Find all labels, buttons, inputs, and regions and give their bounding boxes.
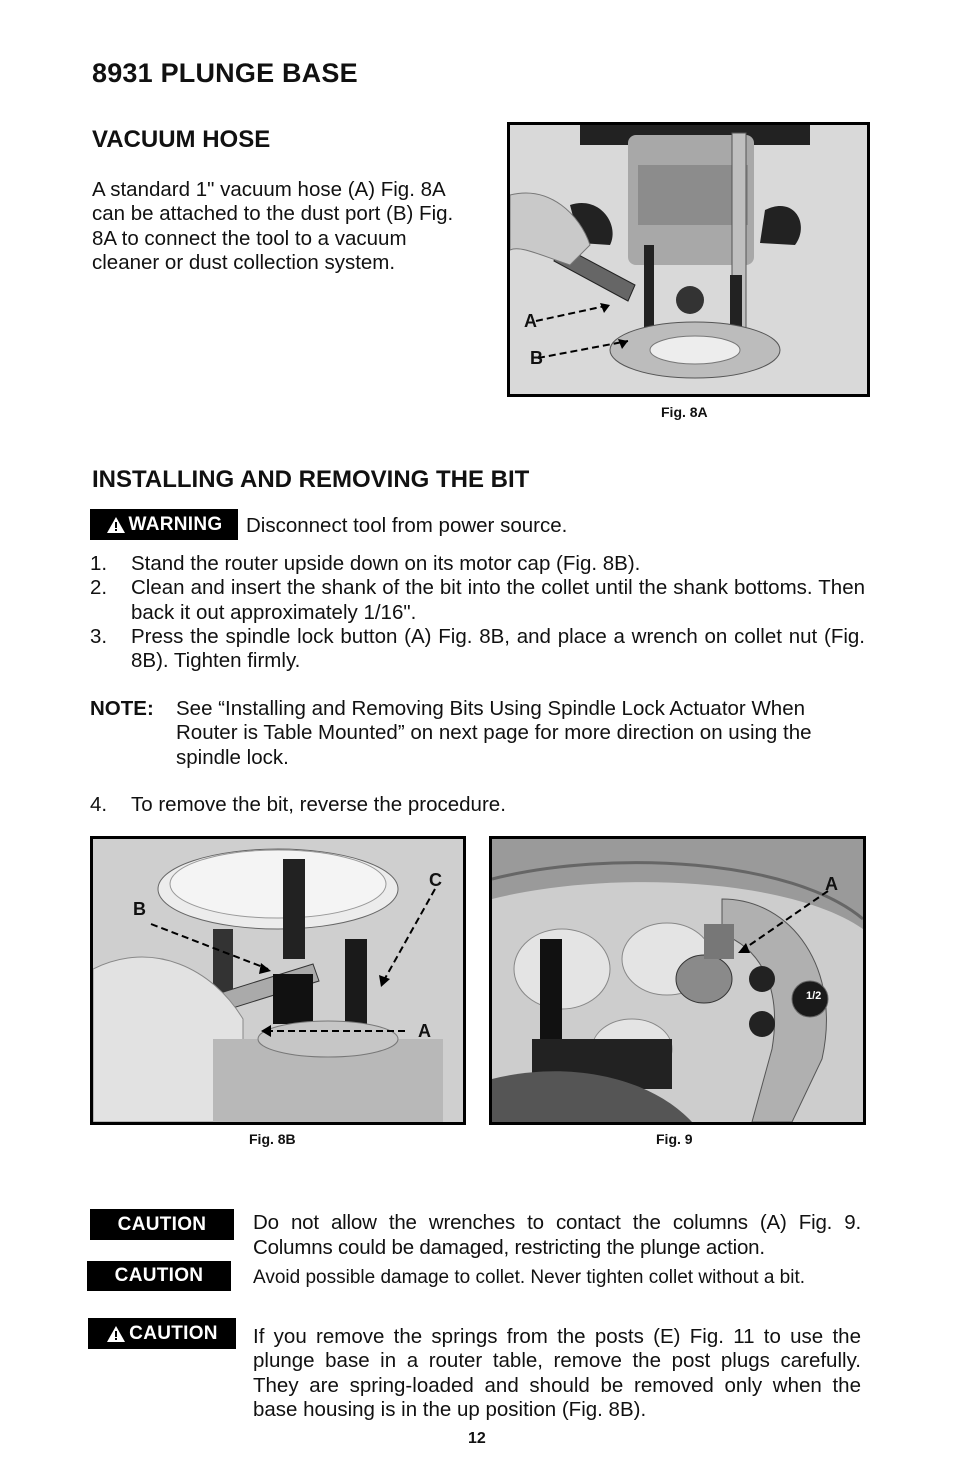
- remove-step-list: [90, 793, 865, 817]
- page-title: 8931 PLUNGE BASE: [92, 58, 358, 88]
- figure-9: [489, 836, 866, 1125]
- caution-label: CAUTION: [114, 1265, 204, 1286]
- caution-badge: [90, 1209, 234, 1240]
- list-item: [90, 625, 865, 674]
- fig8a-caption: Fig. 8A: [661, 404, 708, 420]
- note-label: NOTE:: [90, 697, 154, 720]
- warning-triangle-icon: [106, 516, 126, 534]
- figure-8b: [90, 836, 466, 1125]
- fig8a-label-a: A: [524, 311, 537, 331]
- caution-text: Avoid possible damage to collet. Never tighten collet without a bit.: [253, 1267, 806, 1288]
- figure-8a: [507, 122, 870, 397]
- installing-bit-heading: INSTALLING AND REMOVING THE BIT: [92, 466, 530, 493]
- caution-text: Do not allow the wrenches to contact the columns (A) Fig. 9. Columns could be damaged, restricting the plunge action.: [253, 1211, 861, 1259]
- caution-label: CAUTION: [117, 1213, 207, 1235]
- step-number: 2.: [90, 576, 108, 600]
- fig8a-label-b: B: [530, 348, 543, 368]
- step-text: Press the spindle lock button (A) Fig. 8B, and place a wrench on collet nut (Fig. 8B). Tighten firmly.: [131, 624, 865, 673]
- caution-badge-alert: [88, 1318, 236, 1349]
- list-item: [90, 576, 865, 625]
- step-number: 1.: [90, 552, 108, 575]
- fig9-nut-text: 1/2: [806, 990, 822, 1002]
- step-text: Clean and insert the shank of the bit into the collet until the shank bottoms. Then back it out approximately 1/16".: [131, 576, 865, 624]
- page-number: 12: [468, 1430, 486, 1447]
- fig9-label-a: A: [825, 874, 838, 894]
- caution-text: If you remove the springs from the posts (E) Fig. 11 to use the plunge base in a router table, remove the post plugs carefully. They are spring-loaded and should be removed only when the base housing is in the up position (Fig. 8B).: [253, 1325, 861, 1421]
- warning-badge: [90, 509, 238, 540]
- step-text: To remove the bit, reverse the procedure.: [131, 793, 506, 816]
- warning-triangle-icon: [106, 1325, 126, 1343]
- fig9-caption: Fig. 9: [656, 1131, 693, 1147]
- vacuum-hose-heading: VACUUM HOSE: [92, 126, 271, 153]
- step-number: 4.: [90, 793, 108, 816]
- note-text: See “Installing and Removing Bits Using Spindle Lock Actuator When Router is Table Mounted” on next page for more direction on using the spindle lock.: [176, 697, 812, 769]
- caution-badge: [87, 1261, 231, 1291]
- install-steps-list: [90, 552, 865, 673]
- fig8b-label-b: B: [133, 899, 146, 919]
- fig8b-label-c: C: [429, 870, 442, 890]
- step-text: Stand the router upside down on its motor cap (Fig. 8B).: [131, 552, 641, 575]
- list-item: [90, 793, 865, 817]
- warning-text: Disconnect tool from power source.: [246, 514, 568, 537]
- router-upside-down-wrench-illustration: [93, 839, 463, 1122]
- step-number: 3.: [90, 624, 108, 648]
- list-item: [90, 552, 865, 576]
- warning-label: WARNING: [128, 513, 223, 535]
- caution-label: CAUTION: [129, 1322, 218, 1344]
- vacuum-hose-text: A standard 1" vacuum hose (A) Fig. 8A can be attached to the dust port (B) Fig. 8A to connect the tool to a vacuum cleaner or dust collection system.: [92, 178, 454, 274]
- spindle-lock-column-illustration: [492, 839, 863, 1122]
- fig8b-caption: Fig. 8B: [249, 1131, 296, 1147]
- fig8b-label-a: A: [418, 1021, 431, 1041]
- router-dust-port-illustration: [510, 125, 867, 394]
